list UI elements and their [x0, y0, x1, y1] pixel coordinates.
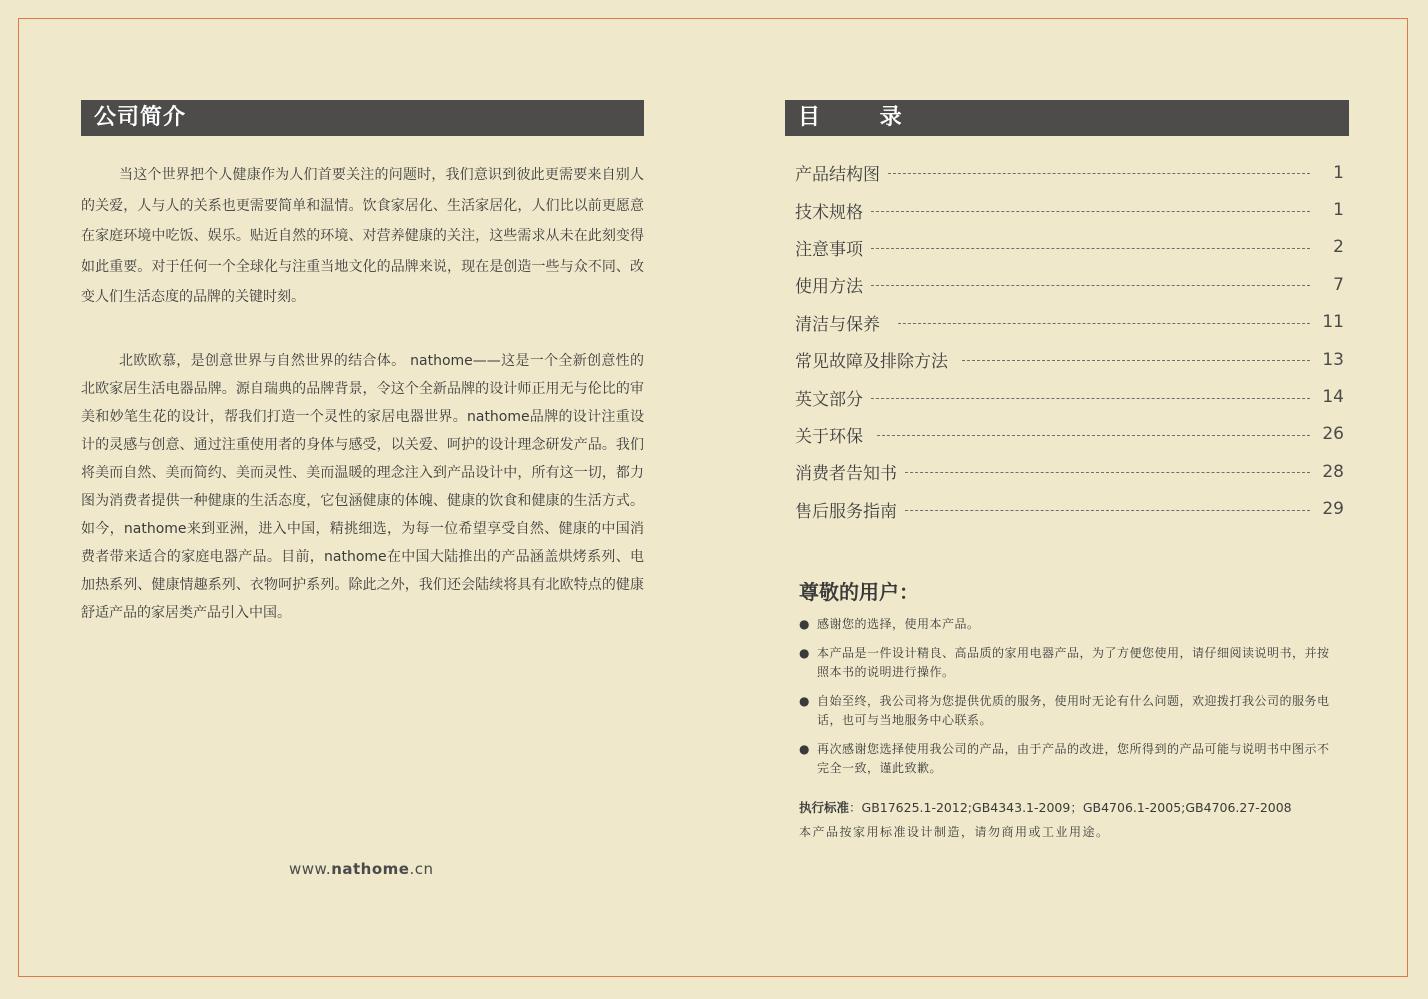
notice-item	[799, 740, 1339, 778]
toc-leader	[898, 323, 1310, 324]
toc-leader	[871, 398, 1310, 399]
toc-leader	[905, 472, 1310, 473]
toc-item-page: 13	[1322, 349, 1344, 370]
notice-text: 自始至终，我公司将为您提供优质的服务，使用时无论有什么问题，欢迎拨打我公司的服务电话，也可与当地服务中心联系。	[817, 694, 1330, 727]
toc-item	[795, 154, 1344, 191]
toc-item	[795, 229, 1344, 266]
notice-item	[799, 644, 1339, 682]
toc-item-label: 技术规格	[795, 202, 863, 223]
toc-item-label: 英文部分	[795, 389, 863, 410]
contents-heading: 目 录	[785, 100, 1349, 136]
toc-item-page: 29	[1322, 499, 1344, 520]
toc-item	[795, 266, 1344, 303]
toc-leader	[888, 173, 1310, 174]
standards-line	[799, 798, 1292, 816]
toc-item	[795, 304, 1344, 341]
toc-item-page: 2	[1333, 237, 1344, 258]
toc-item	[795, 341, 1344, 378]
intro-paragraph-2: 北欧欧慕，是创意世界与自然世界的结合体。 nathome——这是一个全新创意性的北欧家居生活电器品牌。源自瑞典的品牌背景，令这个全新品牌的设计师正用无与伦比的审美和妙笔生花的设计，帮我们打造一个灵性的家居电器世界。nathome品牌的设计注重设计的灵感与创意、通过注重使用者的身体与感受，以关爱、呵护的设计理念研发产品。我们将美而自然、美而简约、美而灵性、美而温暖的理念注入到产品设计中，所有这一切，都力图为消费者提供一种健康的生活态度，它包涵健康的体魄、健康的饮食和健康的生活方式。如今，nathome来到亚洲，进入中国，精挑细选，为每一位希望享受自然、健康的中国消费者带来适合的家庭电器产品。目前，nathome在中国大陆推出的产品涵盖烘烤系列、电加热系列、健康情趣系列、衣物呵护系列。除此之外，我们还会陆续将具有北欧特点的健康舒适产品的家居类产品引入中国。	[81, 352, 644, 621]
toc-leader	[962, 360, 1310, 361]
toc-item-label: 关于环保	[795, 426, 863, 447]
toc-item	[795, 453, 1344, 490]
toc-list	[795, 154, 1344, 528]
toc-leader	[871, 285, 1310, 286]
bullet-icon: ●	[799, 617, 810, 631]
notice-title: 尊敬的用户：	[799, 580, 919, 604]
toc-item	[795, 378, 1344, 415]
toc-item	[795, 191, 1344, 228]
notice-item	[799, 615, 1339, 634]
intro-paragraph-1: 当这个世界把个人健康作为人们首要关注的问题时，我们意识到彼此更需要来自别人的关爱，人与人的关系也更需要简单和温情。饮食家居化、生活家居化，人们比以前更愿意在家庭环境中吃饭、娱乐。贴近自然的环境、对营养健康的关注，这些需求从未在此刻变得如此重要。对于任何一个全球化与注重当地文化的品牌来说，现在是创造一些与众不同、改变人们生活态度的品牌的关键时刻。	[81, 167, 644, 305]
website-suffix: .cn	[409, 860, 434, 878]
notice-text: 再次感谢您选择使用我公司的产品，由于产品的改进，您所得到的产品可能与说明书中图示不完全一致，谨此致歉。	[817, 742, 1330, 775]
toc-item-page: 28	[1322, 461, 1344, 482]
toc-item-label: 消费者告知书	[795, 464, 897, 485]
toc-item	[795, 491, 1344, 528]
bullet-icon: ●	[799, 646, 810, 660]
toc-item-label: 售后服务指南	[795, 501, 897, 522]
usage-note: 本产品按家用标准设计制造，请勿商用或工业用途。	[799, 825, 1110, 839]
company-intro-heading: 公司简介	[81, 100, 644, 136]
company-intro-section	[81, 100, 644, 627]
notice-list	[799, 615, 1339, 788]
standards-label: 执行标准	[799, 800, 850, 815]
toc-leader	[871, 211, 1310, 212]
standards-value: ：GB17625.1-2012;GB4343.1-2009；GB4706.1-2005;GB4706.27-2008	[849, 800, 1292, 815]
toc-item-page: 1	[1333, 162, 1344, 183]
toc-leader	[877, 435, 1310, 436]
toc-item	[795, 416, 1344, 453]
toc-item-label: 注意事项	[795, 239, 863, 260]
contents-section	[785, 100, 1349, 860]
toc-item-page: 14	[1322, 387, 1344, 408]
toc-item-page: 11	[1322, 312, 1344, 333]
bullet-icon: ●	[799, 694, 810, 708]
website-url	[289, 860, 434, 878]
website-brand: nathome	[331, 860, 410, 878]
notice-text: 感谢您的选择，使用本产品。	[817, 617, 980, 631]
website-prefix: www.	[289, 860, 332, 878]
toc-item-label: 产品结构图	[795, 165, 880, 186]
toc-item-label: 清洁与保养	[795, 314, 880, 335]
toc-item-page: 26	[1322, 424, 1344, 445]
notice-text: 本产品是一件设计精良、高品质的家用电器产品，为了方便您使用，请仔细阅读说明书，并按照本书的说明进行操作。	[817, 646, 1330, 679]
toc-leader	[905, 510, 1310, 511]
toc-item-page: 1	[1333, 200, 1344, 221]
notice-item	[799, 692, 1339, 730]
toc-leader	[871, 248, 1310, 249]
toc-item-label: 使用方法	[795, 277, 863, 298]
bullet-icon: ●	[799, 742, 810, 756]
toc-item-label: 常见故障及排除方法	[795, 352, 948, 373]
toc-item-page: 7	[1333, 274, 1344, 295]
